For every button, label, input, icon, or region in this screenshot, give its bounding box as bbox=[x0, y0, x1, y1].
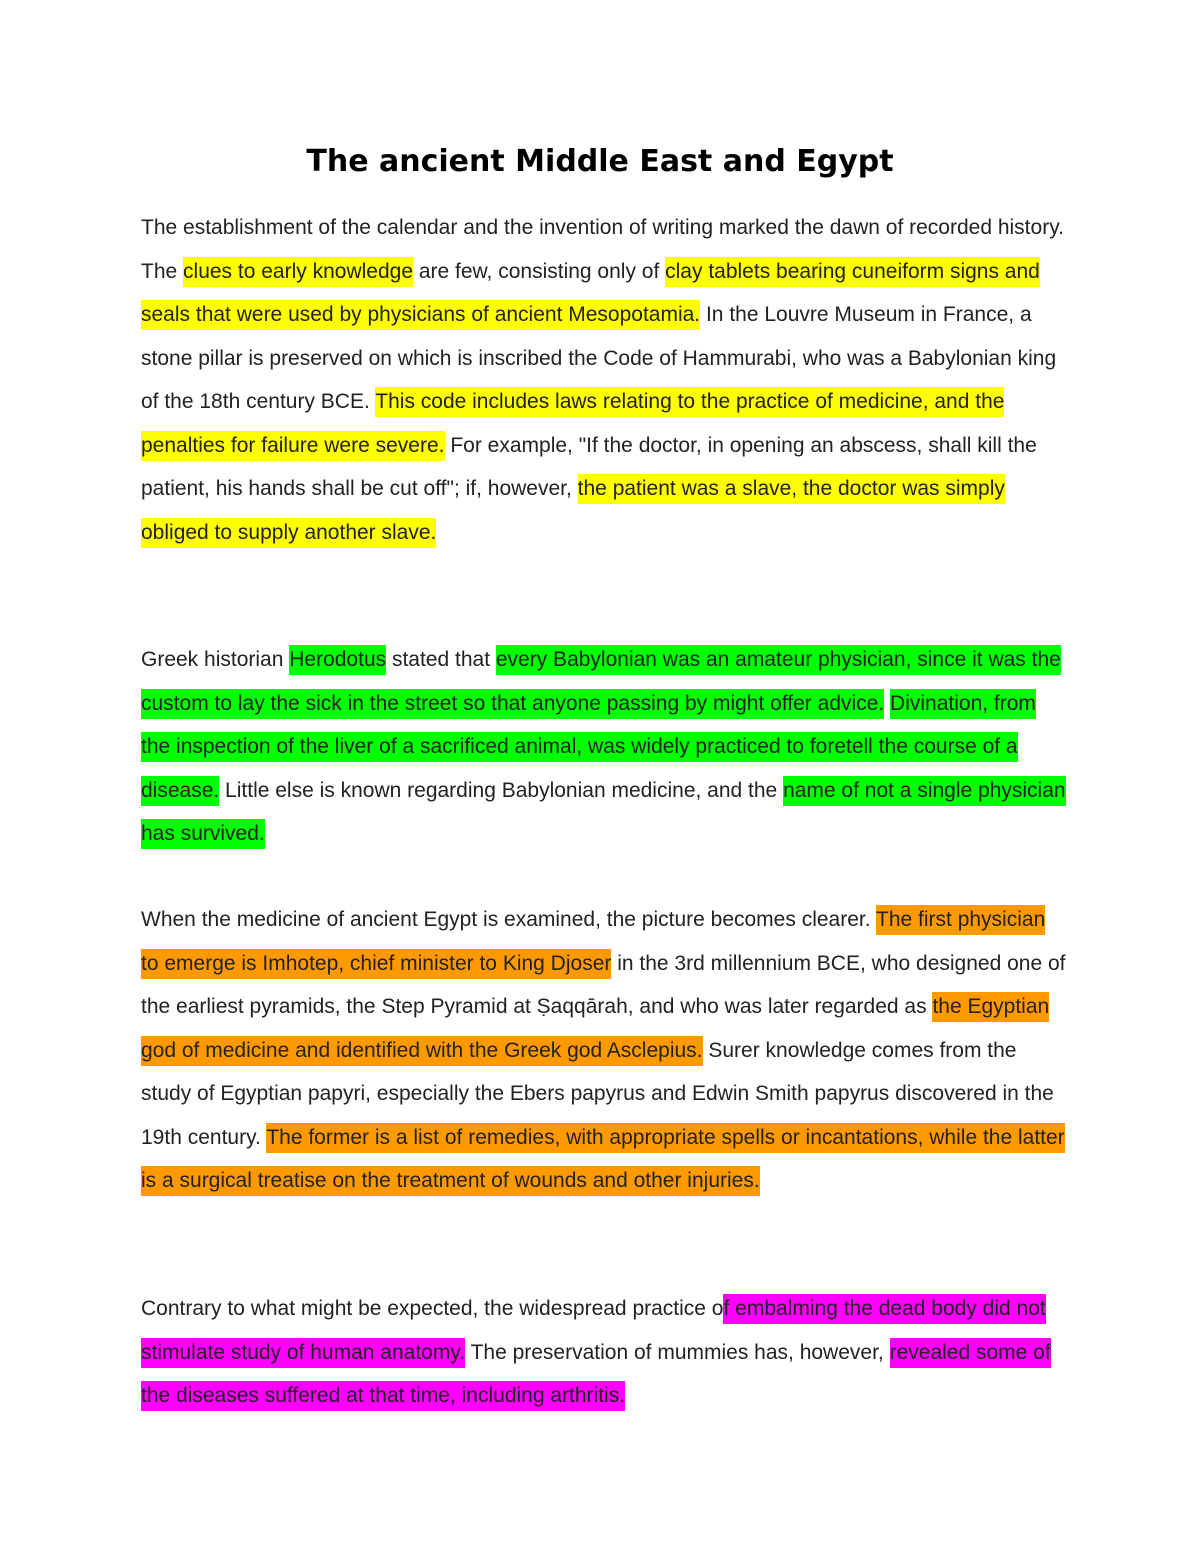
highlighted-text-green: every Babylonian was an amateur physician, since it was the custom to lay the sick in the street so that anyone passing by might offer advice. bbox=[141, 645, 1061, 719]
highlighted-text-green: Herodotus bbox=[289, 645, 386, 675]
body-text: Little else is known regarding Babylonian medicine, and the bbox=[219, 778, 784, 802]
paragraph-babylonian-medicine bbox=[141, 638, 1066, 856]
body-text: The establishment of the calendar and the invention of writing marked the dawn of recorded history. The bbox=[141, 216, 1064, 283]
body-text: When the medicine of ancient Egypt is examined, the picture becomes clearer. bbox=[141, 908, 877, 931]
body-text: In the Louvre Museum in France, a stone pillar is preserved on which is inscribed the Code of Hammurabi, who was a Babylonian king of the 18th century BCE. bbox=[141, 303, 1057, 413]
paragraph-egyptian-medicine bbox=[141, 898, 1066, 1203]
body-text: Greek historian bbox=[141, 648, 290, 671]
document-title: The ancient Middle East and Egypt bbox=[306, 144, 894, 179]
highlighted-text-yellow: This code includes laws relating to the practice of medicine, and the penalties for failure were severe. bbox=[141, 387, 1004, 461]
highlighted-text-magenta: f embalming the dead body did not stimulate study of human anatomy. bbox=[141, 1294, 1046, 1368]
body-text: For example, "If the doctor, in opening an abscess, shall kill the patient, his hands shall be cut off"; if, however, bbox=[141, 433, 1037, 500]
highlighted-text-green: Divination, from the inspection of the liver of a sacrificed animal, was widely practiced to foretell the course of a disease. bbox=[141, 689, 1036, 806]
highlighted-text-magenta: revealed some of the diseases suffered at that time, including arthritis. bbox=[141, 1338, 1051, 1412]
body-text: The preservation of mummies has, however, bbox=[465, 1340, 890, 1364]
highlighted-text-yellow: the patient was a slave, the doctor was simply obliged to supply another slave. bbox=[141, 474, 1005, 548]
body-text: are few, consisting only of bbox=[413, 259, 666, 283]
highlighted-text-yellow: clay tablets bearing cuneiform signs and seals that were used by physicians of ancient Mesopotamia. bbox=[141, 257, 1040, 331]
paragraph-calendar-writing bbox=[141, 206, 1066, 554]
body-text: Contrary to what might be expected, the widespread practice o bbox=[141, 1297, 724, 1320]
body-text: Surer knowledge comes from the study of Egyptian papyri, especially the Ebers papyrus and Edwin Smith papyrus discovered in the 19th century. bbox=[141, 1038, 1054, 1149]
highlighted-text-yellow: clues to early knowledge bbox=[183, 257, 413, 287]
highlighted-text-orange: The former is a list of remedies, with appropriate spells or incantations, while the latter is a surgical treatise on the treatment of wounds and other injuries. bbox=[141, 1123, 1065, 1197]
body-text: stated that bbox=[386, 648, 496, 671]
highlighted-text-orange: the Egyptian god of medicine and identified with the Greek god Asclepius. bbox=[141, 992, 1049, 1066]
highlighted-text-green: name of not a single physician has survived. bbox=[141, 776, 1066, 850]
highlighted-text-orange: The first physician to emerge is Imhotep, chief minister to King Djoser bbox=[141, 905, 1045, 979]
body-text: in the 3rd millennium BCE, who designed one of the earliest pyramids, the Step Pyramid at Ṣaqqārah, and who was later regarded as bbox=[141, 951, 1066, 1018]
paragraph-embalming bbox=[141, 1287, 1066, 1418]
